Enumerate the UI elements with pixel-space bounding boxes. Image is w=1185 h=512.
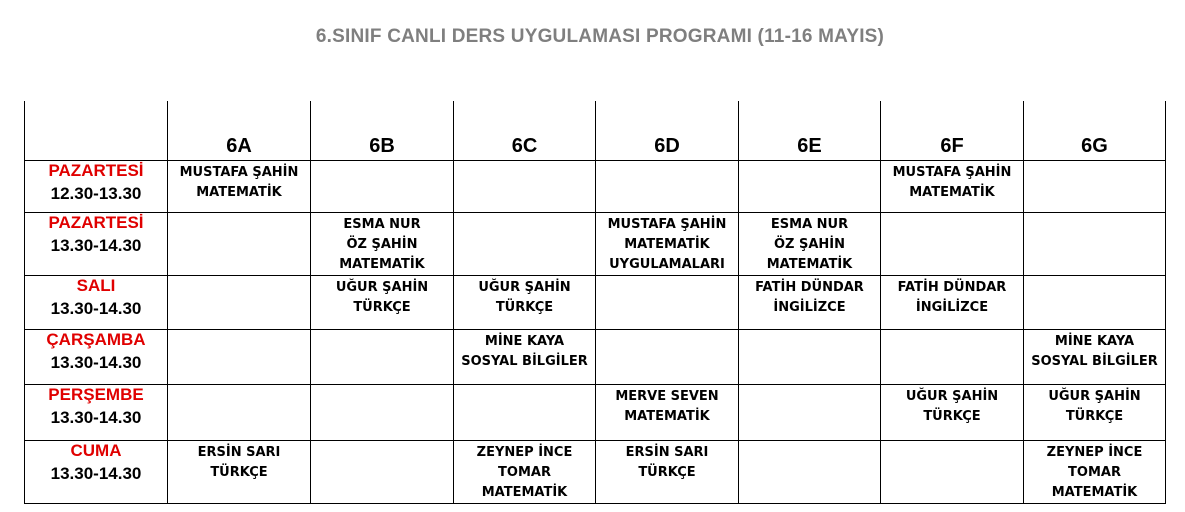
teacher-name: MİNE KAYA: [1054, 334, 1135, 349]
lesson-cell: [311, 213, 454, 276]
lesson-cell: [596, 213, 739, 276]
teacher-name: ERSİN SARI: [625, 445, 709, 460]
subject-name: TÜRKÇE: [495, 300, 554, 315]
teacher-name: ESMA NUR: [770, 217, 849, 232]
subject-name: SOSYAL BİLGİLER: [1031, 354, 1158, 369]
teacher-surname: TOMAR: [498, 465, 551, 480]
lesson-cell: [739, 330, 881, 385]
subject-name: MATEMATİK: [196, 185, 282, 200]
time-slot: 13.30-14.30: [50, 236, 142, 255]
day-cell: [25, 385, 168, 441]
corner-cell: [25, 101, 168, 161]
teacher-surname: ÖZ ŞAHİN: [773, 237, 846, 252]
subject-name: MATEMATİK: [624, 409, 710, 424]
subject-name: İNGİLİZCE: [915, 300, 989, 315]
time-slot: 13.30-14.30: [50, 299, 142, 318]
lesson-cell: [1024, 385, 1166, 441]
lesson-cell: [168, 385, 311, 441]
lesson-cell: [739, 213, 881, 276]
day-name: PAZARTESİ: [48, 213, 144, 232]
subject-name: MATEMATİK: [481, 485, 568, 500]
subject-detail: UYGULAMALARI: [609, 257, 725, 272]
subject-name: MATEMATİK: [1051, 485, 1138, 500]
subject-name: TÜRKÇE: [1065, 409, 1124, 424]
teacher-name: MUSTAFA ŞAHİN: [607, 217, 727, 232]
lesson-cell: [881, 330, 1024, 385]
teacher-name: ERSİN SARI: [197, 445, 281, 460]
time-slot: 12.30-13.30: [50, 184, 142, 203]
lesson-cell: [168, 441, 311, 504]
day-cell: [25, 330, 168, 385]
lesson-cell: [1024, 276, 1166, 330]
lesson-cell: [311, 161, 454, 213]
day-cell: [25, 441, 168, 504]
column-header-6d: 6D: [596, 101, 739, 161]
lesson-cell: [168, 276, 311, 330]
teacher-name: MUSTAFA ŞAHİN: [179, 165, 299, 180]
lesson-cell: [881, 213, 1024, 276]
lesson-cell: [168, 161, 311, 213]
column-header-6b: 6B: [311, 101, 454, 161]
teacher-name: UĞUR ŞAHİN: [905, 389, 999, 404]
column-header-6f: 6F: [881, 101, 1024, 161]
lesson-cell: [311, 276, 454, 330]
subject-name: MATEMATİK: [624, 237, 710, 252]
table-row: [25, 330, 1166, 385]
subject-name: MATEMATİK: [766, 257, 853, 272]
teacher-name: ZEYNEP İNCE: [476, 445, 573, 460]
lesson-cell: [454, 213, 596, 276]
lesson-cell: [739, 385, 881, 441]
table-row: [25, 441, 1166, 504]
day-cell: [25, 276, 168, 330]
teacher-name: ZEYNEP İNCE: [1046, 445, 1143, 460]
lesson-cell: [596, 276, 739, 330]
table-row: [25, 276, 1166, 330]
lesson-cell: [454, 330, 596, 385]
column-header-6c: 6C: [454, 101, 596, 161]
lesson-cell: [881, 441, 1024, 504]
lesson-cell: [168, 213, 311, 276]
lesson-cell: [454, 441, 596, 504]
subject-name: TÜRKÇE: [210, 465, 268, 480]
day-name: SALI: [76, 276, 116, 295]
lesson-cell: [596, 161, 739, 213]
subject-name: MATEMATİK: [909, 185, 995, 200]
subject-name: TÜRKÇE: [353, 300, 411, 315]
column-header-6a: 6A: [168, 101, 311, 161]
column-header-6g: 6G: [1024, 101, 1166, 161]
day-name: PERŞEMBE: [48, 385, 144, 404]
table-row: [25, 213, 1166, 276]
teacher-surname: ÖZ ŞAHİN: [346, 237, 418, 252]
schedule-table: [24, 101, 1166, 504]
lesson-cell: [739, 161, 881, 213]
table-row: [25, 385, 1166, 441]
subject-name: İNGİLİZCE: [773, 300, 846, 315]
lesson-cell: [454, 276, 596, 330]
teacher-name: MİNE KAYA: [484, 334, 565, 349]
lesson-cell: [1024, 161, 1166, 213]
day-name: CUMA: [70, 441, 122, 460]
lesson-cell: [739, 276, 881, 330]
time-slot: 13.30-14.30: [50, 408, 142, 427]
day-name: ÇARŞAMBA: [46, 330, 146, 349]
lesson-cell: [1024, 441, 1166, 504]
lesson-cell: [596, 330, 739, 385]
day-cell: [25, 161, 168, 213]
day-cell: [25, 213, 168, 276]
teacher-name: UĞUR ŞAHİN: [1048, 389, 1141, 404]
lesson-cell: [311, 385, 454, 441]
teacher-name: MUSTAFA ŞAHİN: [892, 165, 1012, 180]
lesson-cell: [311, 330, 454, 385]
lesson-cell: [1024, 330, 1166, 385]
teacher-name: ESMA NUR: [343, 217, 421, 232]
time-slot: 13.30-14.30: [50, 464, 142, 483]
teacher-name: UĞUR ŞAHİN: [478, 280, 571, 295]
lesson-cell: [1024, 213, 1166, 276]
table-row: [25, 161, 1166, 213]
subject-name: MATEMATİK: [339, 257, 425, 272]
teacher-name: UĞUR ŞAHİN: [335, 280, 429, 295]
lesson-cell: [454, 161, 596, 213]
lesson-cell: [454, 385, 596, 441]
day-name: PAZARTESİ: [48, 161, 144, 180]
column-header-6e: 6E: [739, 101, 881, 161]
teacher-name: MERVE SEVEN: [615, 389, 719, 404]
teacher-surname: TOMAR: [1068, 465, 1121, 480]
header-row: [25, 101, 1166, 161]
subject-name: TÜRKÇE: [923, 409, 981, 424]
lesson-cell: [596, 385, 739, 441]
lesson-cell: [881, 161, 1024, 213]
page-title: 6.SINIF CANLI DERS UYGULAMASI PROGRAMI (11-16 MAYIS): [315, 26, 885, 47]
subject-name: SOSYAL BİLGİLER: [461, 354, 588, 369]
time-slot: 13.30-14.30: [50, 353, 142, 372]
lesson-cell: [168, 330, 311, 385]
teacher-name: FATİH DÜNDAR: [897, 280, 1007, 295]
teacher-name: FATİH DÜNDAR: [755, 280, 864, 295]
lesson-cell: [596, 441, 739, 504]
subject-name: TÜRKÇE: [638, 465, 696, 480]
lesson-cell: [739, 441, 881, 504]
lesson-cell: [881, 385, 1024, 441]
lesson-cell: [881, 276, 1024, 330]
lesson-cell: [311, 441, 454, 504]
